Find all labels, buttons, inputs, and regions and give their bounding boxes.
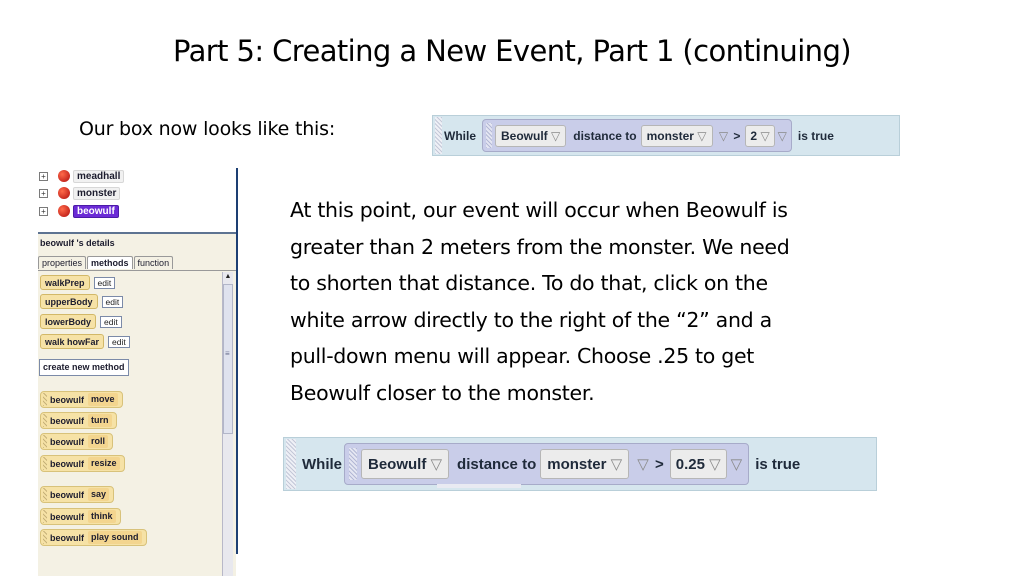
command-object: beowulf xyxy=(50,394,84,405)
tree-item-meadhall[interactable] xyxy=(39,168,124,184)
methods-scrollbar[interactable] xyxy=(222,272,233,576)
alice-object-icon xyxy=(58,205,70,217)
drag-handle[interactable] xyxy=(43,531,47,544)
command-action: think xyxy=(88,510,116,523)
edit-button[interactable]: edit xyxy=(108,336,130,348)
dropdown-triangle-icon[interactable]: ▽ xyxy=(606,456,623,473)
scroll-up-arrow-icon[interactable]: ▲ xyxy=(224,273,232,280)
slide-title: Part 5: Creating a New Event, Part 1 (continuing) xyxy=(173,34,851,68)
body-line: At this point, our event will occur when Beowulf is xyxy=(290,198,788,222)
dropdown-triangle-icon[interactable]: ▽ xyxy=(547,128,561,143)
subject-value: Beowulf xyxy=(501,128,548,143)
method-tile[interactable]: walk howFar xyxy=(40,334,104,349)
command-action: turn xyxy=(88,414,112,427)
body-line: greater than 2 meters from the monster. We need xyxy=(290,234,790,259)
target-dropdown[interactable] xyxy=(540,449,629,479)
scrollbar-thumb[interactable] xyxy=(223,284,233,434)
tree-item-label[interactable]: meadhall xyxy=(73,170,124,183)
command-object: beowulf xyxy=(50,458,84,469)
dropdown-triangle-icon[interactable]: ▽ xyxy=(715,128,732,143)
tree-item-label[interactable]: beowulf xyxy=(73,205,119,218)
command-action: move xyxy=(88,393,118,406)
alice-object-icon xyxy=(58,170,70,182)
command-object: beowulf xyxy=(50,489,84,500)
tab-properties[interactable]: properties xyxy=(38,256,86,269)
details-area xyxy=(38,232,236,576)
method-tile[interactable]: lowerBody xyxy=(40,314,96,329)
drag-handle[interactable] xyxy=(43,488,47,501)
condition-drag-handle[interactable] xyxy=(349,448,357,480)
command-tile[interactable] xyxy=(40,486,114,503)
tree-item-beowulf[interactable] xyxy=(39,203,119,219)
object-tree xyxy=(38,168,236,232)
method-row xyxy=(40,294,123,309)
tab-methods[interactable]: methods xyxy=(87,256,133,269)
dropdown-triangle-icon[interactable]: ▽ xyxy=(730,456,743,473)
target-dropdown[interactable] xyxy=(641,125,713,147)
drag-handle[interactable] xyxy=(43,435,47,448)
operator-label: > xyxy=(733,128,741,143)
dropdown-triangle-icon[interactable]: ▽ xyxy=(757,128,770,143)
edit-button[interactable]: edit xyxy=(100,316,122,328)
dropdown-triangle-icon[interactable]: ▽ xyxy=(704,456,721,473)
is-true-label: is true xyxy=(797,128,834,143)
threshold-value: 0.25 xyxy=(675,455,705,473)
drag-handle[interactable] xyxy=(43,393,47,406)
tree-item-label[interactable]: monster xyxy=(73,187,120,200)
edit-button[interactable]: edit xyxy=(102,296,124,308)
command-action: say xyxy=(88,488,109,501)
while-keyword: While xyxy=(302,456,342,473)
command-object: beowulf xyxy=(50,532,84,543)
command-tile[interactable] xyxy=(40,433,113,450)
method-row xyxy=(40,275,115,290)
plus-box-icon[interactable]: + xyxy=(39,207,48,216)
tree-item-monster[interactable] xyxy=(39,185,120,201)
body-line: pull-down menu will appear. Choose .25 to get xyxy=(290,344,754,368)
while-keyword: While xyxy=(444,128,476,143)
details-tabs xyxy=(38,256,174,269)
panel-border xyxy=(236,168,238,554)
alice-details-panel xyxy=(38,168,240,576)
value-dropdown[interactable] xyxy=(745,125,774,147)
target-value: monster xyxy=(547,455,607,473)
condition-block[interactable] xyxy=(344,443,749,485)
tab-function[interactable]: function xyxy=(134,256,174,269)
condition-drag-handle[interactable] xyxy=(486,123,492,148)
command-action: resize xyxy=(88,457,120,470)
body-line: Beowulf closer to the monster. xyxy=(290,380,595,405)
drag-handle[interactable] xyxy=(286,439,296,489)
plus-box-icon[interactable]: + xyxy=(39,189,48,198)
drag-handle[interactable] xyxy=(43,457,47,470)
command-tile[interactable] xyxy=(40,412,117,429)
command-object: beowulf xyxy=(50,511,84,522)
threshold-value: 2 xyxy=(750,128,758,143)
method-row xyxy=(40,334,130,349)
command-tile[interactable] xyxy=(40,391,123,408)
command-object: beowulf xyxy=(50,436,84,447)
dropdown-triangle-icon[interactable]: ▽ xyxy=(693,128,707,143)
methods-list xyxy=(38,270,236,576)
operator-label: > xyxy=(655,455,664,473)
body-paragraph xyxy=(290,192,930,411)
command-object: beowulf xyxy=(50,415,84,426)
command-tile[interactable] xyxy=(40,455,125,472)
dropdown-triangle-icon[interactable]: ▽ xyxy=(426,456,443,473)
subject-dropdown[interactable] xyxy=(361,449,449,479)
while-tile-after xyxy=(283,437,877,491)
value-dropdown[interactable] xyxy=(670,449,727,479)
while-tile-before xyxy=(432,115,900,156)
body-line: to shorten that distance. To do that, click on the xyxy=(290,271,768,295)
alice-object-icon xyxy=(58,187,70,199)
body-line: white arrow directly to the right of the “2” and a xyxy=(290,307,772,332)
drag-handle[interactable] xyxy=(43,414,47,427)
function-label: distance to xyxy=(569,129,640,143)
target-value: monster xyxy=(646,128,694,143)
intro-text: Our box now looks like this: xyxy=(79,118,336,140)
details-title: beowulf 's details xyxy=(40,238,115,248)
function-label: distance to xyxy=(453,456,540,473)
dropdown-triangle-icon[interactable]: ▽ xyxy=(633,456,653,473)
is-true-label: is true xyxy=(755,455,801,473)
drag-handle[interactable] xyxy=(43,510,47,523)
command-action: play sound xyxy=(88,531,142,544)
method-tile[interactable]: walkPrep xyxy=(40,275,90,290)
plus-box-icon[interactable]: + xyxy=(39,172,48,181)
drop-strip xyxy=(437,484,521,488)
create-new-method-button[interactable]: create new method xyxy=(39,359,129,376)
method-tile[interactable]: upperBody xyxy=(40,294,98,309)
subject-dropdown[interactable] xyxy=(495,125,566,147)
drag-handle[interactable] xyxy=(435,117,442,154)
condition-block[interactable] xyxy=(482,119,792,152)
command-action: roll xyxy=(88,435,108,448)
method-row xyxy=(40,314,122,329)
edit-button[interactable]: edit xyxy=(94,277,116,289)
dropdown-triangle-icon[interactable]: ▽ xyxy=(777,128,787,143)
subject-value: Beowulf xyxy=(368,455,427,473)
command-tile[interactable] xyxy=(40,508,121,525)
command-tile[interactable] xyxy=(40,529,147,546)
